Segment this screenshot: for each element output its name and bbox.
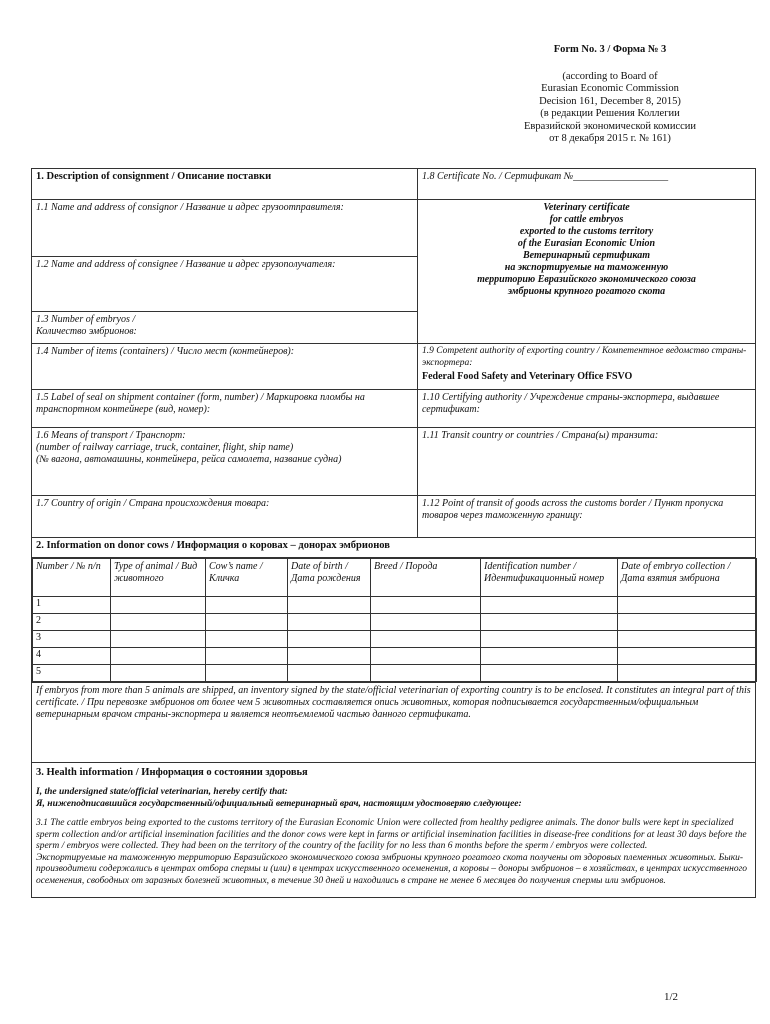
declaration-en: I, the undersigned state/official veterinarian, hereby certify that: [36, 787, 288, 797]
form-header [480, 44, 740, 146]
section1-title: 1. Description of consignment / Описание поставки [32, 169, 418, 200]
transport-field[interactable]: 1.6 Means of transport / Транспорт: (number of railway carriage, truck, container, flight, ship name) (№ вагона, автомашины, контейнера, рейса самолета, название судна) [32, 428, 418, 496]
origin-field[interactable]: 1.7 Country of origin / Страна происхождения товара: [32, 496, 418, 538]
clause-3-1-ru: Экспортируемые на таможенную территорию Евразийского экономического союза эмбрионы крупного рогатого скота получены от здоровых племенных животных. Быки-производители содержались в центрах отбора спермы и (или) в центрах искусственного осеменения, а коровы – доноры эмбрионов – в хозяйствах, в центрах искусственного осеменения, свободных от заразных болезней животных, в течение 30 дней и находились в стране не менее 6 месяцев до получения спермы или эмбрионов. [36, 852, 748, 886]
clause-3-1-en: 3.1 The cattle embryos being exported to the customs territory of the Eurasian Economic Union were collected from healthy pedigree animals. The donor bulls were kept in specialized sperm collection and/or artificial insemination facilities and the donor cows were kept in farms or artificial insemination facilities in disease-free conditions for at least 30 days before the sperm / embryos were collected. They had been on the territory of the country of the facility for no less than 6 months before the sperm / embryos were collected. [36, 818, 747, 851]
table-row[interactable]: 3 [33, 631, 757, 648]
certificate-form [31, 168, 756, 898]
table-row[interactable]: 2 [33, 614, 757, 631]
cert-title-line: for cattle embryos [549, 214, 624, 225]
certificate-number-field[interactable]: 1.8 Certificate No. / Сертификат №___________________ [418, 169, 756, 200]
column-header: Type of animal / Вид животного [111, 559, 206, 597]
column-header: Cow’s name / Кличка [206, 559, 288, 597]
column-header: Breed / Порода [371, 559, 481, 597]
inventory-note: If embryos from more than 5 animals are shipped, an inventory signed by the state/official veterinarian of exporting country is to be enclosed. It constitutes an integral part of this certificate. / При перевозке эмбрионов от более чем 5 животных составляется опись животных, которая подписывается государственным/официальным ветеринарным врачом страны-экспортера и является неотъемлемой частью данного сертификата. [32, 683, 756, 763]
section2-title: 2. Information on donor cows / Информация о коровах – донорах эмбрионов [32, 538, 756, 558]
table-row[interactable]: 5 [33, 665, 757, 682]
column-header: Number / № п/п [33, 559, 111, 597]
embryo-count-field[interactable]: 1.3 Number of embryos / Количество эмбрионов: [32, 312, 418, 344]
items-count-field[interactable]: 1.4 Number of items (containers) / Число мест (контейнеров): [32, 344, 418, 390]
header-line: (в редакции Решения Коллегии [540, 108, 680, 119]
donor-table-wrap [32, 558, 756, 683]
consignor-field[interactable]: 1.1 Name and address of consignor / Название и адрес грузоотправителя: [32, 200, 418, 257]
consignee-field[interactable]: 1.2 Name and address of consignee / Название и адрес грузополучателя: [32, 257, 418, 312]
header-line: от 8 декабря 2015 г. № 161) [549, 133, 671, 144]
column-header: Date of birth / Дата рождения [288, 559, 371, 597]
header-line: Eurasian Economic Commission [541, 83, 679, 94]
section3-title: 3. Health information / Информация о состоянии здоровья [36, 767, 308, 778]
column-header: Identification number / Идентификационный номер [481, 559, 618, 597]
donor-header-row [33, 559, 757, 597]
cert-title-line: территорию Евразийского экономического союза [477, 274, 696, 285]
seal-label-field[interactable]: 1.5 Label of seal on shipment container (form, number) / Маркировка пломбы на транспортном контейнере (вид, номер): [32, 390, 418, 428]
declaration-ru: Я, нижеподписавшийся государственный/официальный ветеринарный врач, настоящим удостоверяю следующее: [36, 798, 522, 809]
competent-authority-value: Federal Food Safety and Veterinary Office FSVO [422, 371, 633, 382]
header-line: Decision 161, December 8, 2015) [539, 95, 681, 107]
page-number: 1/2 [663, 991, 678, 1003]
transit-point-field[interactable]: 1.12 Point of transit of goods across the customs border / Пункт пропуска товаров через таможенную границу: [418, 496, 756, 538]
cert-title-line: эмбрионы крупного рогатого скота [507, 286, 666, 297]
donor-table [32, 558, 757, 682]
cert-title-line: на экспортируемые на таможенную [504, 262, 669, 273]
header-line: Евразийской экономической комиссии [523, 120, 696, 132]
cert-title-line: exported to the customs territory [519, 226, 654, 237]
column-header: Date of embryo collection / Дата взятия эмбриона [618, 559, 757, 597]
table-row[interactable]: 4 [33, 648, 757, 665]
header-line: (according to Board of [562, 70, 658, 82]
cert-title-line: Veterinary certificate [543, 202, 630, 213]
competent-authority-field[interactable]: 1.9 Competent authority of exporting country / Компетентное ведомство страны-экспортера: Federal Food Safety and Veterinary Office FSVO [418, 344, 756, 390]
cert-title-line: Ветеринарный сертификат [523, 250, 650, 261]
certifying-authority-field[interactable]: 1.10 Certifying authority / Учреждение страны-экспортера, выдавшее сертификат: [418, 390, 756, 428]
transit-field[interactable]: 1.11 Transit country or countries / Страна(ы) транзита: [418, 428, 756, 496]
cert-title-line: of the Eurasian Economic Union [517, 238, 656, 249]
certificate-title-block [418, 200, 756, 344]
table-row[interactable]: 1 [33, 597, 757, 614]
form-title: Form No. 3 / Форма № 3 [553, 44, 667, 55]
section3-block [32, 763, 756, 898]
